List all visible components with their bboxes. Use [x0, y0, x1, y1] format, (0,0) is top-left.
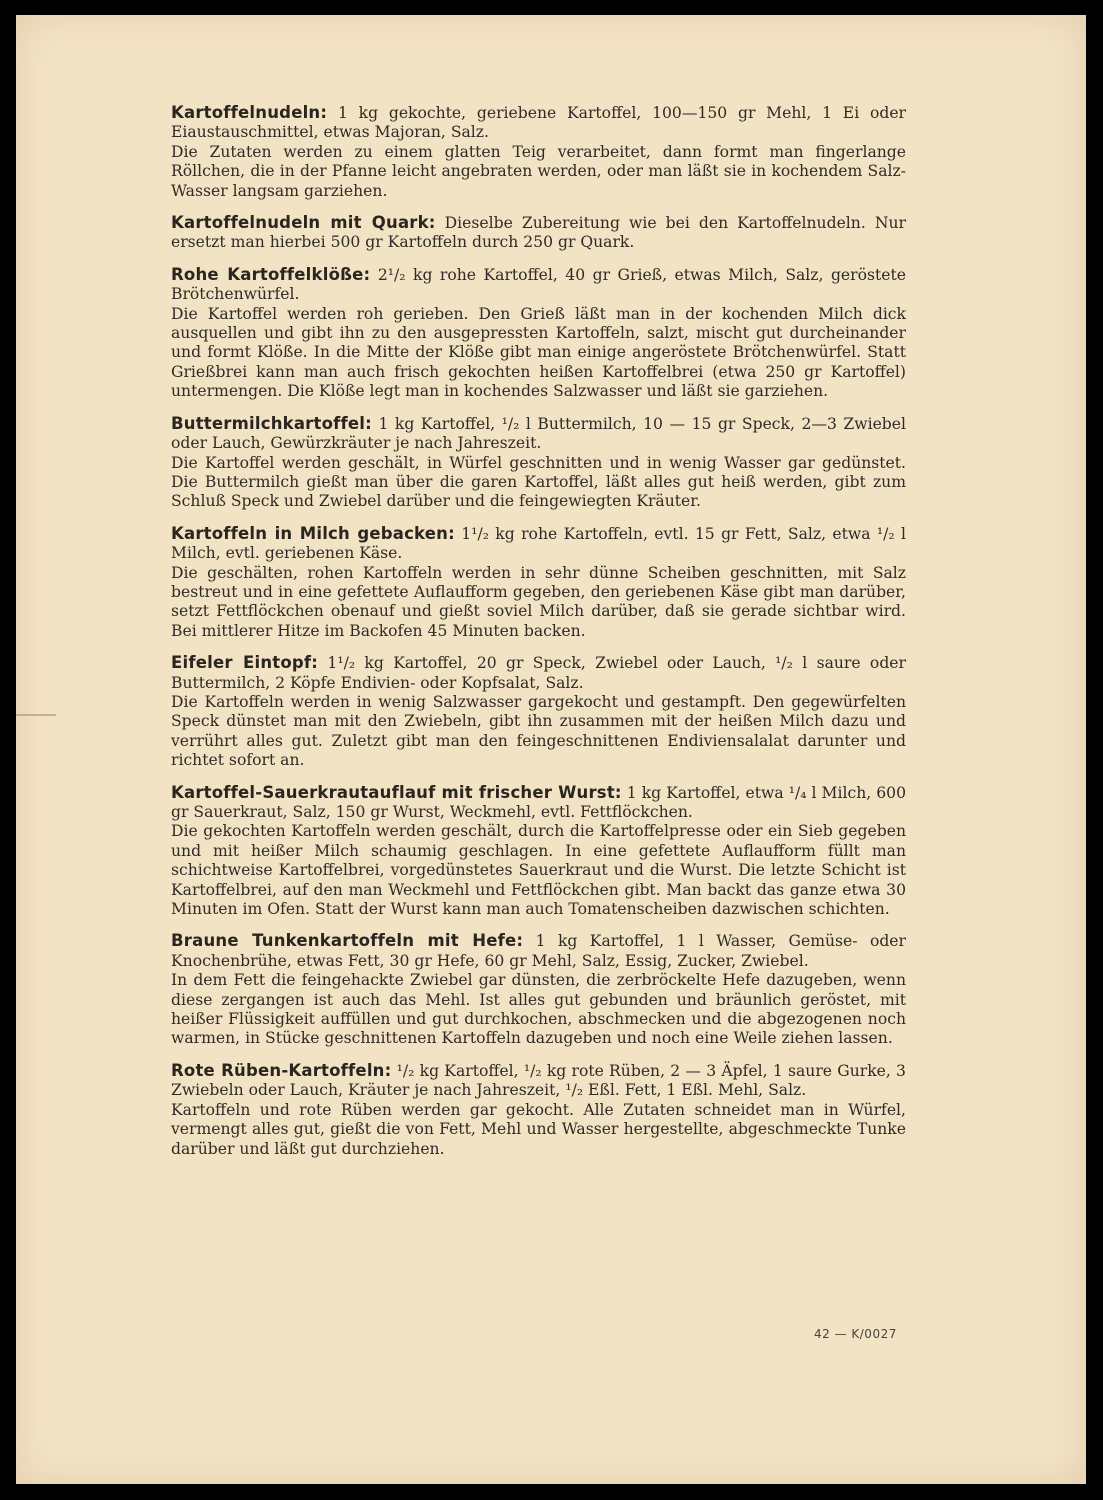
recipe-title: Kartoffelnudeln:: [171, 103, 328, 122]
recipe-method: Die Kartoffeln werden in wenig Salzwasser gargekocht und gestampft. Den gegewürfelten Speck dünstet man mit den Zwiebeln, gibt ihn zusammen mit der heißen Milch dazu und verrührt alles gut. Zuletzt gibt man den feingeschnittenen Endiviensalalat darunter und richtet sofort an.: [171, 692, 906, 770]
recipe-title: Eifeler Eintopf:: [171, 653, 319, 673]
recipe-ingredients-text: 1¹/₂ kg rohe Kartoffeln, evtl. 15 gr Fett, Salz, etwa ¹/₂ l Milch, evtl. geriebenen Käse.: [171, 524, 906, 563]
recipe-ingredients-text: 1¹/₂ kg Kartoffel, 20 gr Speck, Zwiebel oder Lauch, ¹/₂ l saure oder Buttermilch, 2 Köpfe Endivien- oder Kopfsalat, Salz.: [171, 654, 906, 692]
recipe-kartoffelnudeln: [171, 103, 906, 201]
recipe-ingredients-text: 1 kg Kartoffel, 1 l Wasser, Gemüse- oder Knochenbrühe, etwas Fett, 30 gr Hefe, 60 gr Mehl, Salz, Essig, Zucker, Zwiebel.: [171, 932, 906, 970]
recipe-ingredients: [171, 653, 906, 693]
recipe-ingredients-text: Dieselbe Zubereitung wie bei den Kartoffelnudeln. Nur ersetzt man hierbei 500 gr Kartoffeln durch 250 gr Quark.: [171, 214, 906, 252]
recipe-ingredients-text: 2¹/₂ kg rohe Kartoffel, 40 gr Grieß, etwas Milch, Salz, geröstete Brötchenwürfel.: [171, 265, 906, 304]
recipe-ingredients: [171, 1061, 906, 1101]
recipe-title: Rohe Kartoffelklöße:: [171, 264, 371, 284]
recipe-list: [171, 103, 906, 1171]
recipe-ingredients: [171, 103, 906, 143]
recipe-title: Buttermilchkartoffel:: [171, 413, 372, 433]
recipe-title: Kartoffeln in Milch gebacken:: [171, 523, 455, 543]
recipe-kartoffelnudeln-quark: [171, 213, 906, 253]
print-code: 42 — K/0027: [814, 1327, 897, 1341]
recipe-method: Die Zutaten werden zu einem glatten Teig verarbeitet, dann formt man fingerlange Röllchen, die in der Pfanne leicht angebraten werden, oder man läßt sie in kochendem Salz-Wasser langsam garziehen.: [171, 142, 906, 200]
recipe-ingredients: [171, 524, 906, 564]
recipe-method: Kartoffeln und rote Rüben werden gar gekocht. Alle Zutaten schneidet man in Würfel, vermengt alles gut, gießt die von Fett, Mehl und Wasser hergestellte, abgeschmeckte Tunke darüber und läßt gut durchziehen.: [171, 1100, 906, 1158]
recipe-title: Rote Rüben-Kartoffeln:: [171, 1060, 392, 1080]
recipe-ingredients-text: 1 kg Kartoffel, ¹/₂ l Buttermilch, 10 — 15 gr Speck, 2—3 Zwiebel oder Lauch, Gewürzkräuter je nach Jahreszeit.: [171, 414, 906, 453]
recipe-method: Die Kartoffel werden roh gerieben. Den Grieß läßt man in der kochenden Milch dick ausquellen und gibt ihn zu den ausgepressten Kartoffeln, salzt, mischt gut durcheinander und formt Klöße. In die Mitte der Klöße gibt man einige angeröstete Brötchenwürfel. Statt Grießbrei kann man auch frisch gekochten heißen Kartoffelbrei (etwa 250 gr Kartoffel) untermengen. Die Klöße legt man in kochendes Salzwasser und läßt sie garziehen.: [171, 304, 906, 401]
recipe-ingredients: [171, 265, 906, 305]
recipe-sauerkrautauflauf: [171, 783, 906, 920]
recipe-kartoffeln-in-milch: [171, 524, 906, 641]
recipe-method: Die Kartoffel werden geschält, in Würfel geschnitten und in wenig Wasser gar gedünstet. Die Buttermilch gießt man über die garen Kartoffel, läßt alles gut heiß werden, gibt zum Schluß Speck und Zwiebel darüber und die feingewiegten Kräuter.: [171, 453, 906, 511]
recipe-buttermilchkartoffel: [171, 414, 906, 512]
recipe-ingredients: [171, 931, 906, 971]
recipe-title: Kartoffel-Sauerkrautauflauf mit frischer Wurst:: [171, 782, 622, 802]
recipe-rote-rueben-kartoffeln: [171, 1061, 906, 1159]
recipe-method: In dem Fett die feingehackte Zwiebel gar dünsten, die zerbröckelte Hefe dazugeben, wenn diese zergangen ist auch das Mehl. Ist alles gut gebunden und bräunlich geröstet, mit heißer Flüssigkeit auffüllen und gut durchkochen, abschmecken und die abgezogenen noch warmen, in Stücke geschnittenen Kartoffeln dazugeben und noch eine Weile ziehen lassen.: [171, 971, 906, 1048]
recipe-ingredients-text: 1 kg Kartoffel, etwa ¹/₄ l Milch, 600 gr Sauerkraut, Salz, 150 gr Wurst, Weckmehl, evtl. Fettflöckchen.: [171, 783, 906, 821]
fold-crease: [16, 714, 56, 716]
recipe-ingredients-text: 1 kg gekochte, geriebene Kartoffel, 100—150 gr Mehl, 1 Ei oder Eiaustauschmittel, etwas Majoran, Salz.: [171, 104, 906, 142]
recipe-method: Die gekochten Kartoffeln werden geschält, durch die Kartoffelpresse oder ein Sieb gegeben und mit heißer Milch schaumig geschlagen. In eine gefettete Auflaufform füllt man schichtweise Kartoffelbrei, vorgedünstetes Sauerkraut und die Wurst. Die letzte Schicht ist Kartoffelbrei, auf den man Weckmehl und Fettflöckchen gibt. Man backt das ganze etwa 30 Minuten im Ofen. Statt der Wurst kann man auch Tomatenscheiben dazwischen schichten.: [171, 822, 906, 919]
recipe-ingredients-text: ¹/₂ kg Kartoffel, ¹/₂ kg rote Rüben, 2 — 3 Äpfel, 1 saure Gurke, 3 Zwiebeln oder Lauch, Kräuter je nach Jahreszeit, ¹/₂ Eßl. Fett, 1 Eßl. Mehl, Salz.: [171, 1061, 906, 1100]
recipe-ingredients: [171, 213, 906, 253]
recipe-rohe-kartoffelkloesse: [171, 265, 906, 402]
recipe-title: Braune Tunkenkartoffeln mit Hefe:: [171, 931, 524, 951]
recipe-title: Kartoffelnudeln mit Quark:: [171, 213, 436, 233]
recipe-ingredients: [171, 414, 906, 454]
recipe-eifeler-eintopf: [171, 653, 906, 770]
recipe-ingredients: [171, 783, 906, 823]
recipe-method: Die geschälten, rohen Kartoffeln werden in sehr dünne Scheiben geschnitten, mit Salz bestreut und in eine gefettete Auflaufform gegeben, den geriebenen Käse gibt man darüber, setzt Fettflöckchen obenauf und gießt soviel Milch darüber, daß sie gerade sichtbar wird. Bei mittlerer Hitze im Backofen 45 Minuten backen.: [171, 563, 906, 640]
recipe-braune-tunkenkartoffeln: [171, 931, 906, 1048]
